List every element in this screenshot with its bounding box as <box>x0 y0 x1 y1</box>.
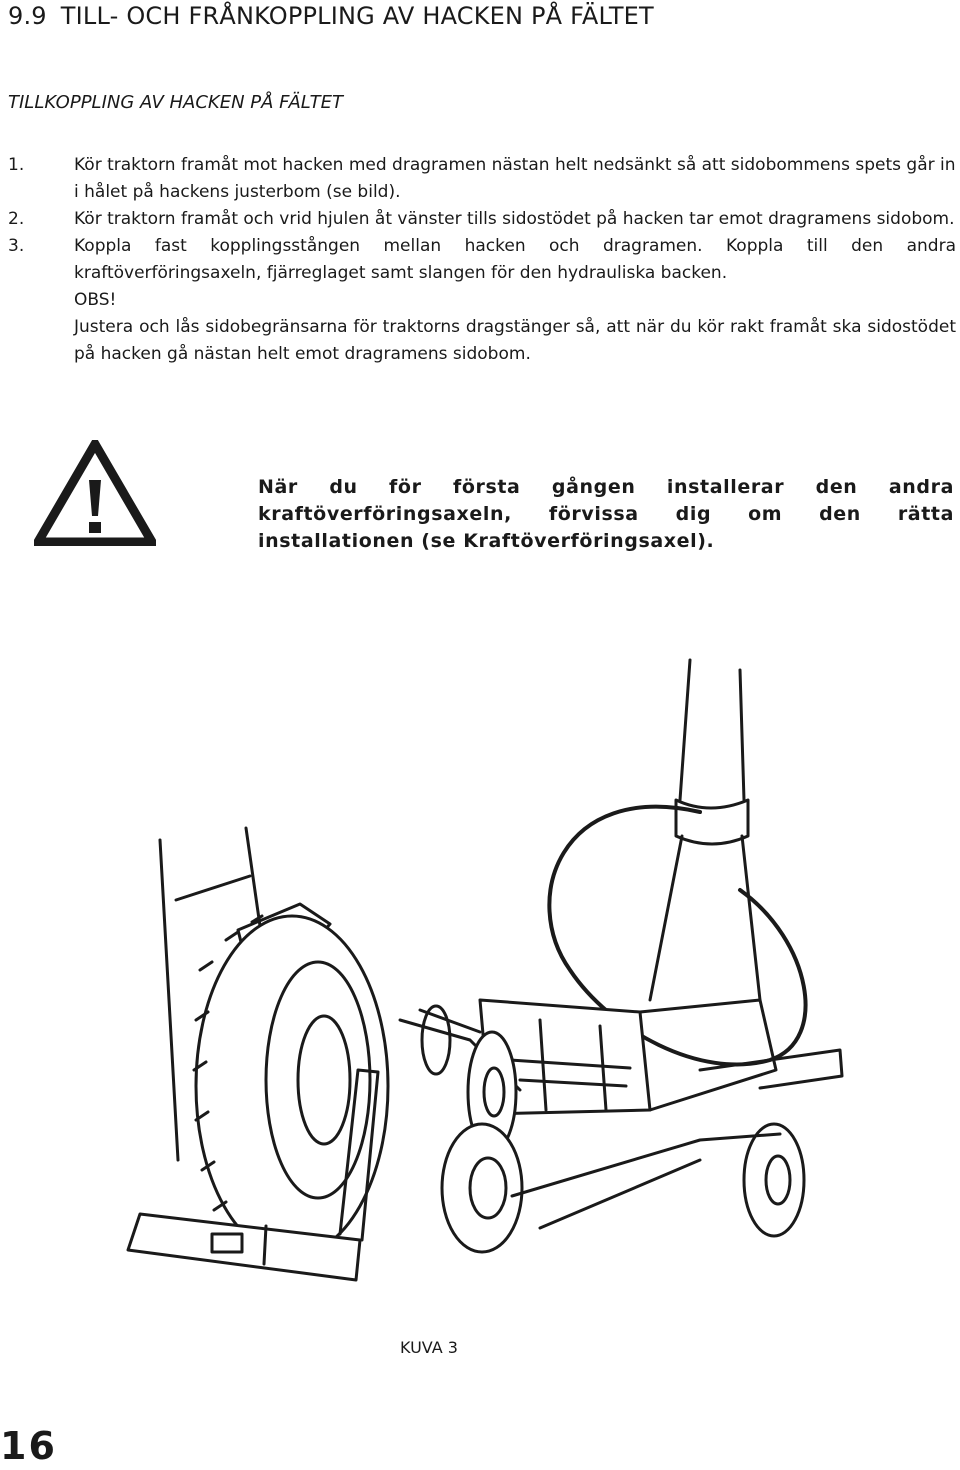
harvester-side-wheel <box>744 1124 804 1236</box>
harvester-body <box>480 1000 842 1114</box>
harvester-rear-wheel <box>442 1124 522 1252</box>
step-text: Kör traktorn framåt och vrid hjulen åt vänster tills sidostödet på hacken tar emot dragramens sidobom. <box>74 209 955 229</box>
list-item <box>8 206 956 233</box>
obs-label: OBS! <box>74 290 117 310</box>
step-text: Kör traktorn framåt mot hacken med dragramen nästan helt nedsänkt så att sidobommens spets går in i hålet på hackens justerbom (se bild). <box>74 155 956 202</box>
spout-tube <box>650 660 760 1000</box>
list-item <box>8 233 956 287</box>
page-number: 16 <box>0 1424 57 1468</box>
harvester-chassis <box>512 1134 780 1228</box>
step-number: 1. <box>8 155 25 175</box>
warning-triangle-icon <box>34 440 156 546</box>
step-number: 3. <box>8 236 25 256</box>
list-item <box>8 152 956 206</box>
step-number: 2. <box>8 209 25 229</box>
tractor-rear-wheel <box>194 916 388 1256</box>
section-heading <box>8 2 654 30</box>
step-text: Koppla fast kopplingsstången mellan hacken och dragramen. Koppla till den andra kraftöverföringsaxeln, fjärreglaget samt slangen för den hydrauliska backen. <box>74 236 956 283</box>
section-number: 9.9 <box>8 2 47 30</box>
warning-text: När du för första gången installerar den andra kraftöverföringsaxeln, förvissa dig om den rätta installationen (se Kraftöverföringsaxel). <box>258 476 954 552</box>
subheading: TILLKOPPLING AV HACKEN PÅ FÄLTET <box>8 92 343 113</box>
figure-caption: KUVA 3 <box>400 1338 458 1357</box>
instruction-list <box>8 152 956 368</box>
section-title: TILL- OCH FRÅNKOPPLING AV HACKEN PÅ FÄLTET <box>60 2 654 30</box>
obs-text: Justera och lås sidobegränsarna för traktorns dragstänger så, att när du kör rakt framåt ska sidostödet på hacken gå nästan helt emot dragramens sidobom. <box>74 317 956 364</box>
forage-harvester-illustration <box>0 640 960 1300</box>
